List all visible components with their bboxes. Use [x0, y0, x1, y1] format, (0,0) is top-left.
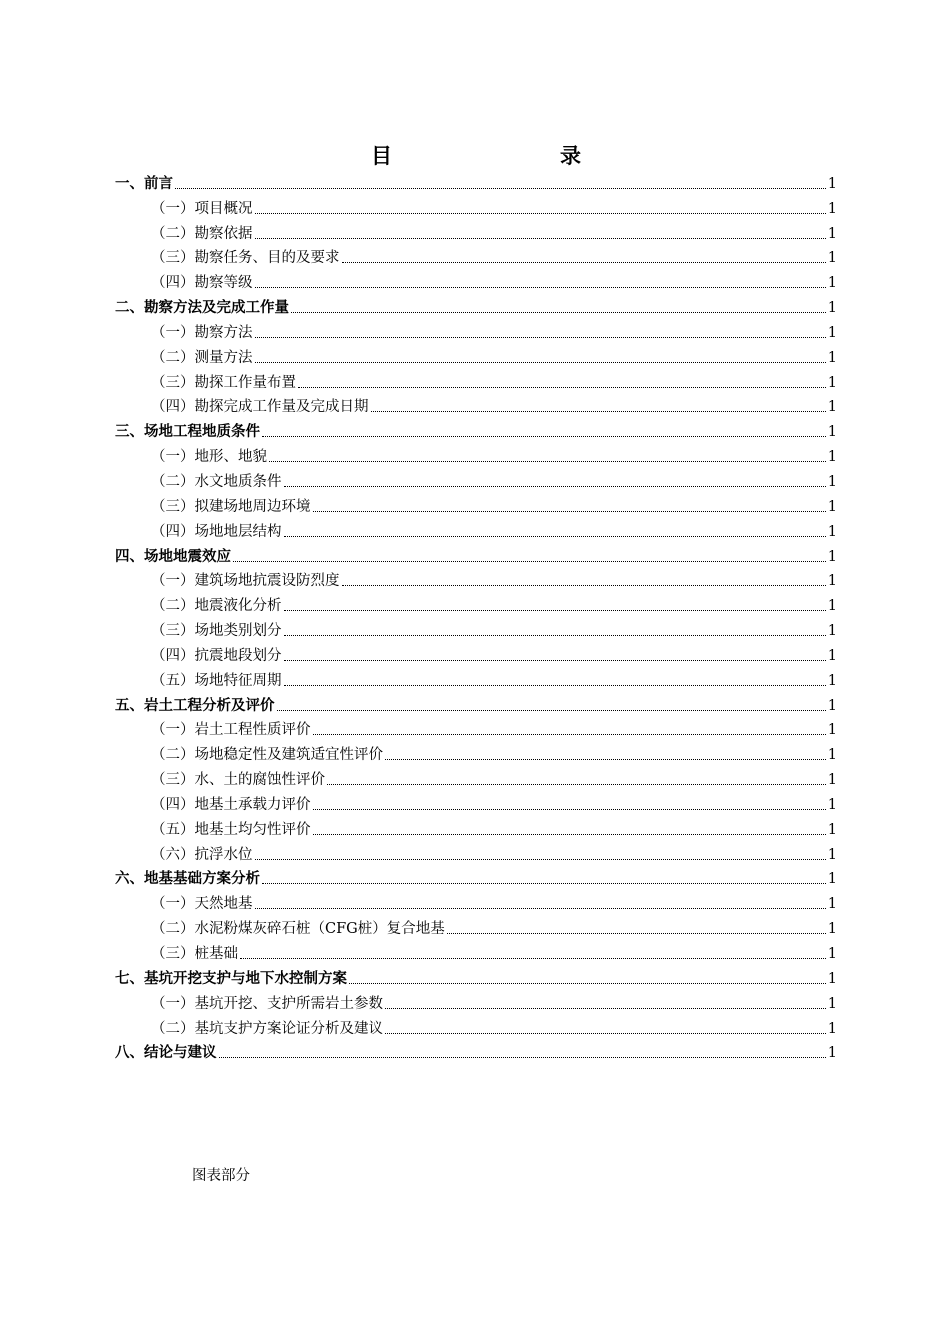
toc-dot-leader: [219, 1056, 826, 1058]
toc-dot-leader: [298, 386, 826, 388]
toc-dot-leader: [385, 758, 826, 760]
toc-entry-page-number: 1: [827, 921, 837, 938]
toc-entry-page-number: 1: [827, 1020, 837, 1037]
toc-entry-page-number: 1: [827, 697, 837, 714]
toc-dot-leader: [269, 460, 826, 462]
toc-section-entry[interactable]: [115, 566, 837, 591]
toc-entry-label: 三、场地工程地质条件: [115, 423, 260, 441]
toc-entry-page-number: 1: [827, 722, 837, 739]
toc-section-entry[interactable]: [115, 839, 837, 864]
toc-dot-leader: [255, 907, 826, 909]
toc-entry-label: （一）项目概况: [151, 200, 253, 217]
toc-chapter-entry[interactable]: [115, 416, 837, 441]
toc-section-entry[interactable]: [115, 342, 837, 367]
toc-dot-leader: [255, 858, 826, 860]
toc-entry-label: （三）勘察任务、目的及要求: [151, 250, 340, 267]
toc-entry-label: （四）勘探完成工作量及完成日期: [151, 399, 369, 416]
toc-entry-label: 四、场地地震效应: [115, 547, 231, 565]
toc-chapter-entry[interactable]: [115, 963, 837, 988]
toc-entry-label: （四）抗震地段划分: [151, 647, 282, 664]
toc-title-right: 录: [560, 143, 581, 168]
toc-entry-label: 二、勘察方法及完成工作量: [115, 299, 289, 317]
toc-dot-leader: [284, 684, 826, 686]
toc-dot-leader: [385, 1007, 826, 1009]
toc-entry-page-number: 1: [827, 200, 837, 217]
toc-dot-leader: [313, 510, 826, 512]
toc-section-entry[interactable]: [115, 193, 837, 218]
toc-entry-page-number: 1: [827, 424, 837, 441]
toc-dot-leader: [255, 286, 826, 288]
toc-entry-label: （四）勘察等级: [151, 275, 253, 292]
toc-entry-page-number: 1: [827, 995, 837, 1012]
toc-entry-page-number: 1: [827, 300, 837, 317]
toc-section-entry[interactable]: [115, 267, 837, 292]
toc-entry-page-number: 1: [827, 225, 837, 242]
toc-dot-leader: [385, 1032, 826, 1034]
toc-section-entry[interactable]: [115, 814, 837, 839]
toc-dot-leader: [284, 634, 826, 636]
toc-entry-page-number: 1: [827, 946, 837, 962]
toc-section-entry[interactable]: [115, 764, 837, 789]
toc-entry-label: （三）拟建场地周边环境: [151, 498, 311, 515]
toc-entry-label: （二）地震液化分析: [151, 598, 282, 615]
toc-entry-label: 五、岩土工程分析及评价: [115, 696, 275, 714]
toc-dot-leader: [342, 261, 826, 263]
toc-section-entry[interactable]: [115, 218, 837, 243]
toc-entry-label: （二）场地稳定性及建筑适宜性评价: [151, 747, 383, 764]
toc-dot-leader: [284, 659, 826, 661]
toc-entry-page-number: 1: [827, 175, 837, 192]
toc-entry-label: 八、结论与建议: [115, 1044, 217, 1062]
toc-entry-label: 一、前言: [115, 174, 173, 192]
toc-section-entry[interactable]: [115, 516, 837, 541]
toc-dot-leader: [313, 833, 826, 835]
toc-dot-leader: [262, 435, 826, 437]
toc-entry-page-number: 1: [827, 821, 837, 838]
toc-entry-label: （一）基坑开挖、支护所需岩土参数: [151, 995, 383, 1012]
toc-entry-label: （一）建筑场地抗震设防烈度: [151, 573, 340, 590]
toc-entry-page-number: 1: [827, 523, 837, 540]
toc-entry-label: （二）基坑支护方案论证分析及建议: [151, 1020, 383, 1037]
toc-entry-page-number: 1: [827, 896, 837, 913]
toc-entry-label: （三）勘探工作量布置: [151, 374, 296, 391]
toc-dot-leader: [284, 609, 826, 611]
toc-dot-leader: [313, 733, 826, 735]
toc-dot-leader: [240, 957, 826, 959]
toc-entry-page-number: 1: [827, 449, 837, 466]
toc-entry-page-number: 1: [827, 275, 837, 292]
toc-entry-page-number: 1: [827, 498, 837, 515]
toc-dot-leader: [291, 311, 826, 313]
toc-chapter-entry[interactable]: [115, 292, 837, 317]
toc-entry-page-number: 1: [827, 623, 837, 640]
toc-entry-label: （一）勘察方法: [151, 324, 253, 341]
toc-dot-leader: [277, 709, 826, 711]
toc-entry-page-number: 1: [827, 871, 837, 888]
toc-dot-leader: [284, 535, 826, 537]
toc-section-entry[interactable]: [115, 466, 837, 491]
toc-chapter-entry[interactable]: [115, 168, 837, 193]
toc-entry-page-number: 1: [827, 399, 837, 416]
toc-entry-page-number: 1: [827, 374, 837, 391]
figures-section-heading: 图表部分: [192, 1168, 250, 1184]
toc-entry-label: （四）地基土承载力评价: [151, 796, 311, 813]
toc-section-entry[interactable]: [115, 938, 837, 963]
toc-chapter-entry[interactable]: [115, 864, 837, 889]
toc-section-entry[interactable]: [115, 739, 837, 764]
toc-entry-page-number: 1: [827, 473, 837, 490]
toc-dot-leader: [255, 237, 826, 239]
toc-entry-page-number: 1: [827, 548, 837, 565]
toc-entry-label: （二）水文地质条件: [151, 473, 282, 490]
toc-entry-label: （三）场地类别划分: [151, 623, 282, 640]
toc-entry-page-number: 1: [827, 796, 837, 813]
toc-chapter-entry[interactable]: [115, 1038, 837, 1063]
toc-entry-page-number: 1: [827, 1045, 837, 1062]
toc-entry-page-number: 1: [827, 598, 837, 615]
toc-section-entry[interactable]: [115, 913, 837, 938]
toc-dot-leader: [284, 485, 826, 487]
toc-entry-page-number: 1: [827, 349, 837, 366]
toc-dot-leader: [371, 410, 826, 412]
toc-entry-label: （一）岩土工程性质评价: [151, 722, 311, 739]
toc-section-entry[interactable]: [115, 988, 837, 1013]
toc-entry-page-number: 1: [827, 573, 837, 590]
toc-dot-leader: [327, 783, 826, 785]
toc-section-entry[interactable]: [115, 615, 837, 640]
toc-dot-leader: [313, 808, 826, 810]
table-of-contents: [115, 168, 837, 1062]
toc-entry-label: （二）水泥粉煤灰碎石桩（CFG桩）复合地基: [151, 921, 445, 938]
toc-section-entry[interactable]: [115, 367, 837, 392]
toc-entry-label: （三）桩基础: [151, 946, 238, 962]
toc-dot-leader: [342, 584, 826, 586]
toc-entry-page-number: 1: [827, 846, 837, 863]
toc-dot-leader: [447, 932, 826, 934]
toc-dot-leader: [262, 882, 826, 884]
toc-section-entry[interactable]: [115, 392, 837, 417]
toc-entry-label: （二）测量方法: [151, 349, 253, 366]
toc-entry-page-number: 1: [827, 324, 837, 341]
toc-section-entry[interactable]: [115, 888, 837, 913]
toc-section-entry[interactable]: [115, 789, 837, 814]
toc-entry-label: （五）场地特征周期: [151, 672, 282, 689]
toc-entry-label: 六、地基基础方案分析: [115, 870, 260, 888]
toc-section-entry[interactable]: [115, 1013, 837, 1038]
toc-dot-leader: [233, 560, 826, 562]
toc-dot-leader: [255, 361, 826, 363]
toc-section-entry[interactable]: [115, 590, 837, 615]
toc-section-entry[interactable]: [115, 640, 837, 665]
toc-entry-page-number: 1: [827, 647, 837, 664]
toc-entry-label: （三）水、土的腐蚀性评价: [151, 772, 325, 789]
toc-entry-page-number: 1: [827, 250, 837, 267]
toc-chapter-entry[interactable]: [115, 690, 837, 715]
toc-entry-label: （一）天然地基: [151, 896, 253, 913]
toc-entry-page-number: 1: [827, 672, 837, 689]
toc-section-entry[interactable]: [115, 243, 837, 268]
toc-section-entry[interactable]: [115, 491, 837, 516]
toc-section-entry[interactable]: [115, 715, 837, 740]
toc-chapter-entry[interactable]: [115, 541, 837, 566]
toc-entry-label: （一）地形、地貌: [151, 449, 267, 466]
toc-section-entry[interactable]: [115, 441, 837, 466]
toc-entry-label: （六）抗浮水位: [151, 846, 253, 863]
toc-entry-page-number: 1: [827, 772, 837, 789]
toc-dot-leader: [255, 336, 826, 338]
toc-entry-label: （四）场地地层结构: [151, 523, 282, 540]
toc-dot-leader: [175, 187, 826, 189]
toc-entry-label: 七、基坑开挖支护与地下水控制方案: [115, 969, 347, 987]
toc-dot-leader: [255, 212, 826, 214]
toc-entry-page-number: 1: [827, 970, 837, 987]
toc-entry-page-number: 1: [827, 747, 837, 764]
toc-title-left: 目: [371, 143, 392, 168]
toc-section-entry[interactable]: [115, 665, 837, 690]
toc-entry-label: （二）勘察依据: [151, 225, 253, 242]
toc-entry-label: （五）地基土均匀性评价: [151, 821, 311, 838]
toc-dot-leader: [349, 982, 826, 984]
toc-section-entry[interactable]: [115, 317, 837, 342]
